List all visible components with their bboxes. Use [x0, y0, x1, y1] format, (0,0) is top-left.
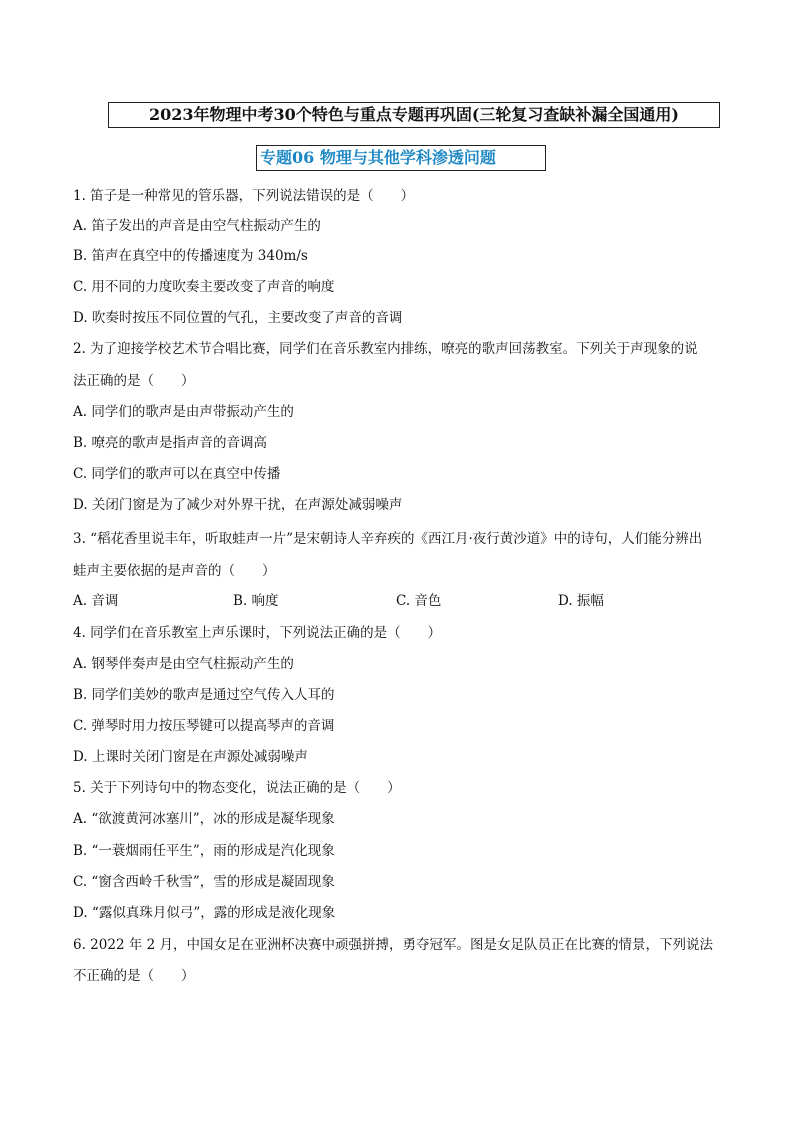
question-4-option-b: B. 同学们美妙的歌声是通过空气传入人耳的 — [73, 687, 335, 703]
question-5-option-a: A. “欲渡黄河冰塞川”，冰的形成是凝华现象 — [73, 811, 335, 827]
question-3-option-b: B. 响度 — [233, 593, 279, 609]
question-2-stem-line-1: 2. 为了迎接学校艺术节合唱比赛，同学们在音乐教室内排练，嘹亮的歌声回荡教室。下列关于声现象的说 — [73, 341, 698, 357]
question-2-option-c: C. 同学们的歌声可以在真空中传播 — [73, 466, 281, 482]
question-5-stem: 5. 关于下列诗句中的物态变化，说法正确的是（ ） — [73, 780, 401, 796]
question-2-option-b: B. 嘹亮的歌声是指声音的音调高 — [73, 435, 268, 451]
document-title: 2023年物理中考30个特色与重点专题再巩固(三轮复习查缺补漏全国通用) — [108, 102, 720, 128]
question-1-stem: 1. 笛子是一种常见的管乐器，下列说法错误的是（ ） — [73, 188, 415, 204]
question-3-stem-line-1: 3. “稻花香里说丰年，听取蛙声一片”是宋朝诗人辛弃疾的《西江月·夜行黄沙道》中的诗句，人们能分辨出 — [73, 531, 703, 547]
question-5-option-d: D. “露似真珠月似弓”，露的形成是液化现象 — [73, 905, 336, 921]
question-1-option-c: C. 用不同的力度吹奏主要改变了声音的响度 — [73, 279, 335, 295]
question-5-option-b: B. “一蓑烟雨任平生”，雨的形成是汽化现象 — [73, 843, 335, 859]
question-4-option-a: A. 钢琴伴奏声是由空气柱振动产生的 — [73, 656, 294, 672]
topic-subtitle: 专题06 物理与其他学科渗透问题 — [256, 145, 546, 171]
question-3-options — [73, 592, 733, 610]
question-2-option-a: A. 同学们的歌声是由声带振动产生的 — [73, 404, 294, 420]
question-4-stem: 4. 同学们在音乐教室上声乐课时，下列说法正确的是（ ） — [73, 625, 442, 641]
question-3-stem-line-2: 蛙声主要依据的是声音的（ ） — [73, 563, 276, 579]
question-1-option-a: A. 笛子发出的声音是由空气柱振动产生的 — [73, 218, 321, 234]
question-4-option-c: C. 弹琴时用力按压琴键可以提高琴声的音调 — [73, 718, 335, 734]
question-3-option-a: A. 音调 — [73, 593, 119, 609]
question-4-option-d: D. 上课时关闭门窗是在声源处减弱噪声 — [73, 749, 308, 765]
question-2-stem-line-2: 法正确的是（ ） — [73, 373, 195, 389]
question-1-option-b: B. 笛声在真空中的传播速度为 340m/s — [73, 248, 308, 264]
question-6-stem-line-1: 6. 2022 年 2 月，中国女足在亚洲杯决赛中顽强拼搏，勇夺冠军。图是女足队员正在比赛的情景，下列说法 — [73, 937, 713, 953]
question-3-option-c: C. 音色 — [396, 593, 442, 609]
question-1-option-d: D. 吹奏时按压不同位置的气孔，主要改变了声音的音调 — [73, 310, 403, 326]
question-2-option-d: D. 关闭门窗是为了减少对外界干扰，在声源处减弱噪声 — [73, 497, 403, 513]
question-6-stem-line-2: 不正确的是（ ） — [73, 968, 195, 984]
question-3-option-d: D. 振幅 — [558, 593, 604, 609]
question-5-option-c: C. “窗含西岭千秋雪”，雪的形成是凝固现象 — [73, 874, 335, 890]
